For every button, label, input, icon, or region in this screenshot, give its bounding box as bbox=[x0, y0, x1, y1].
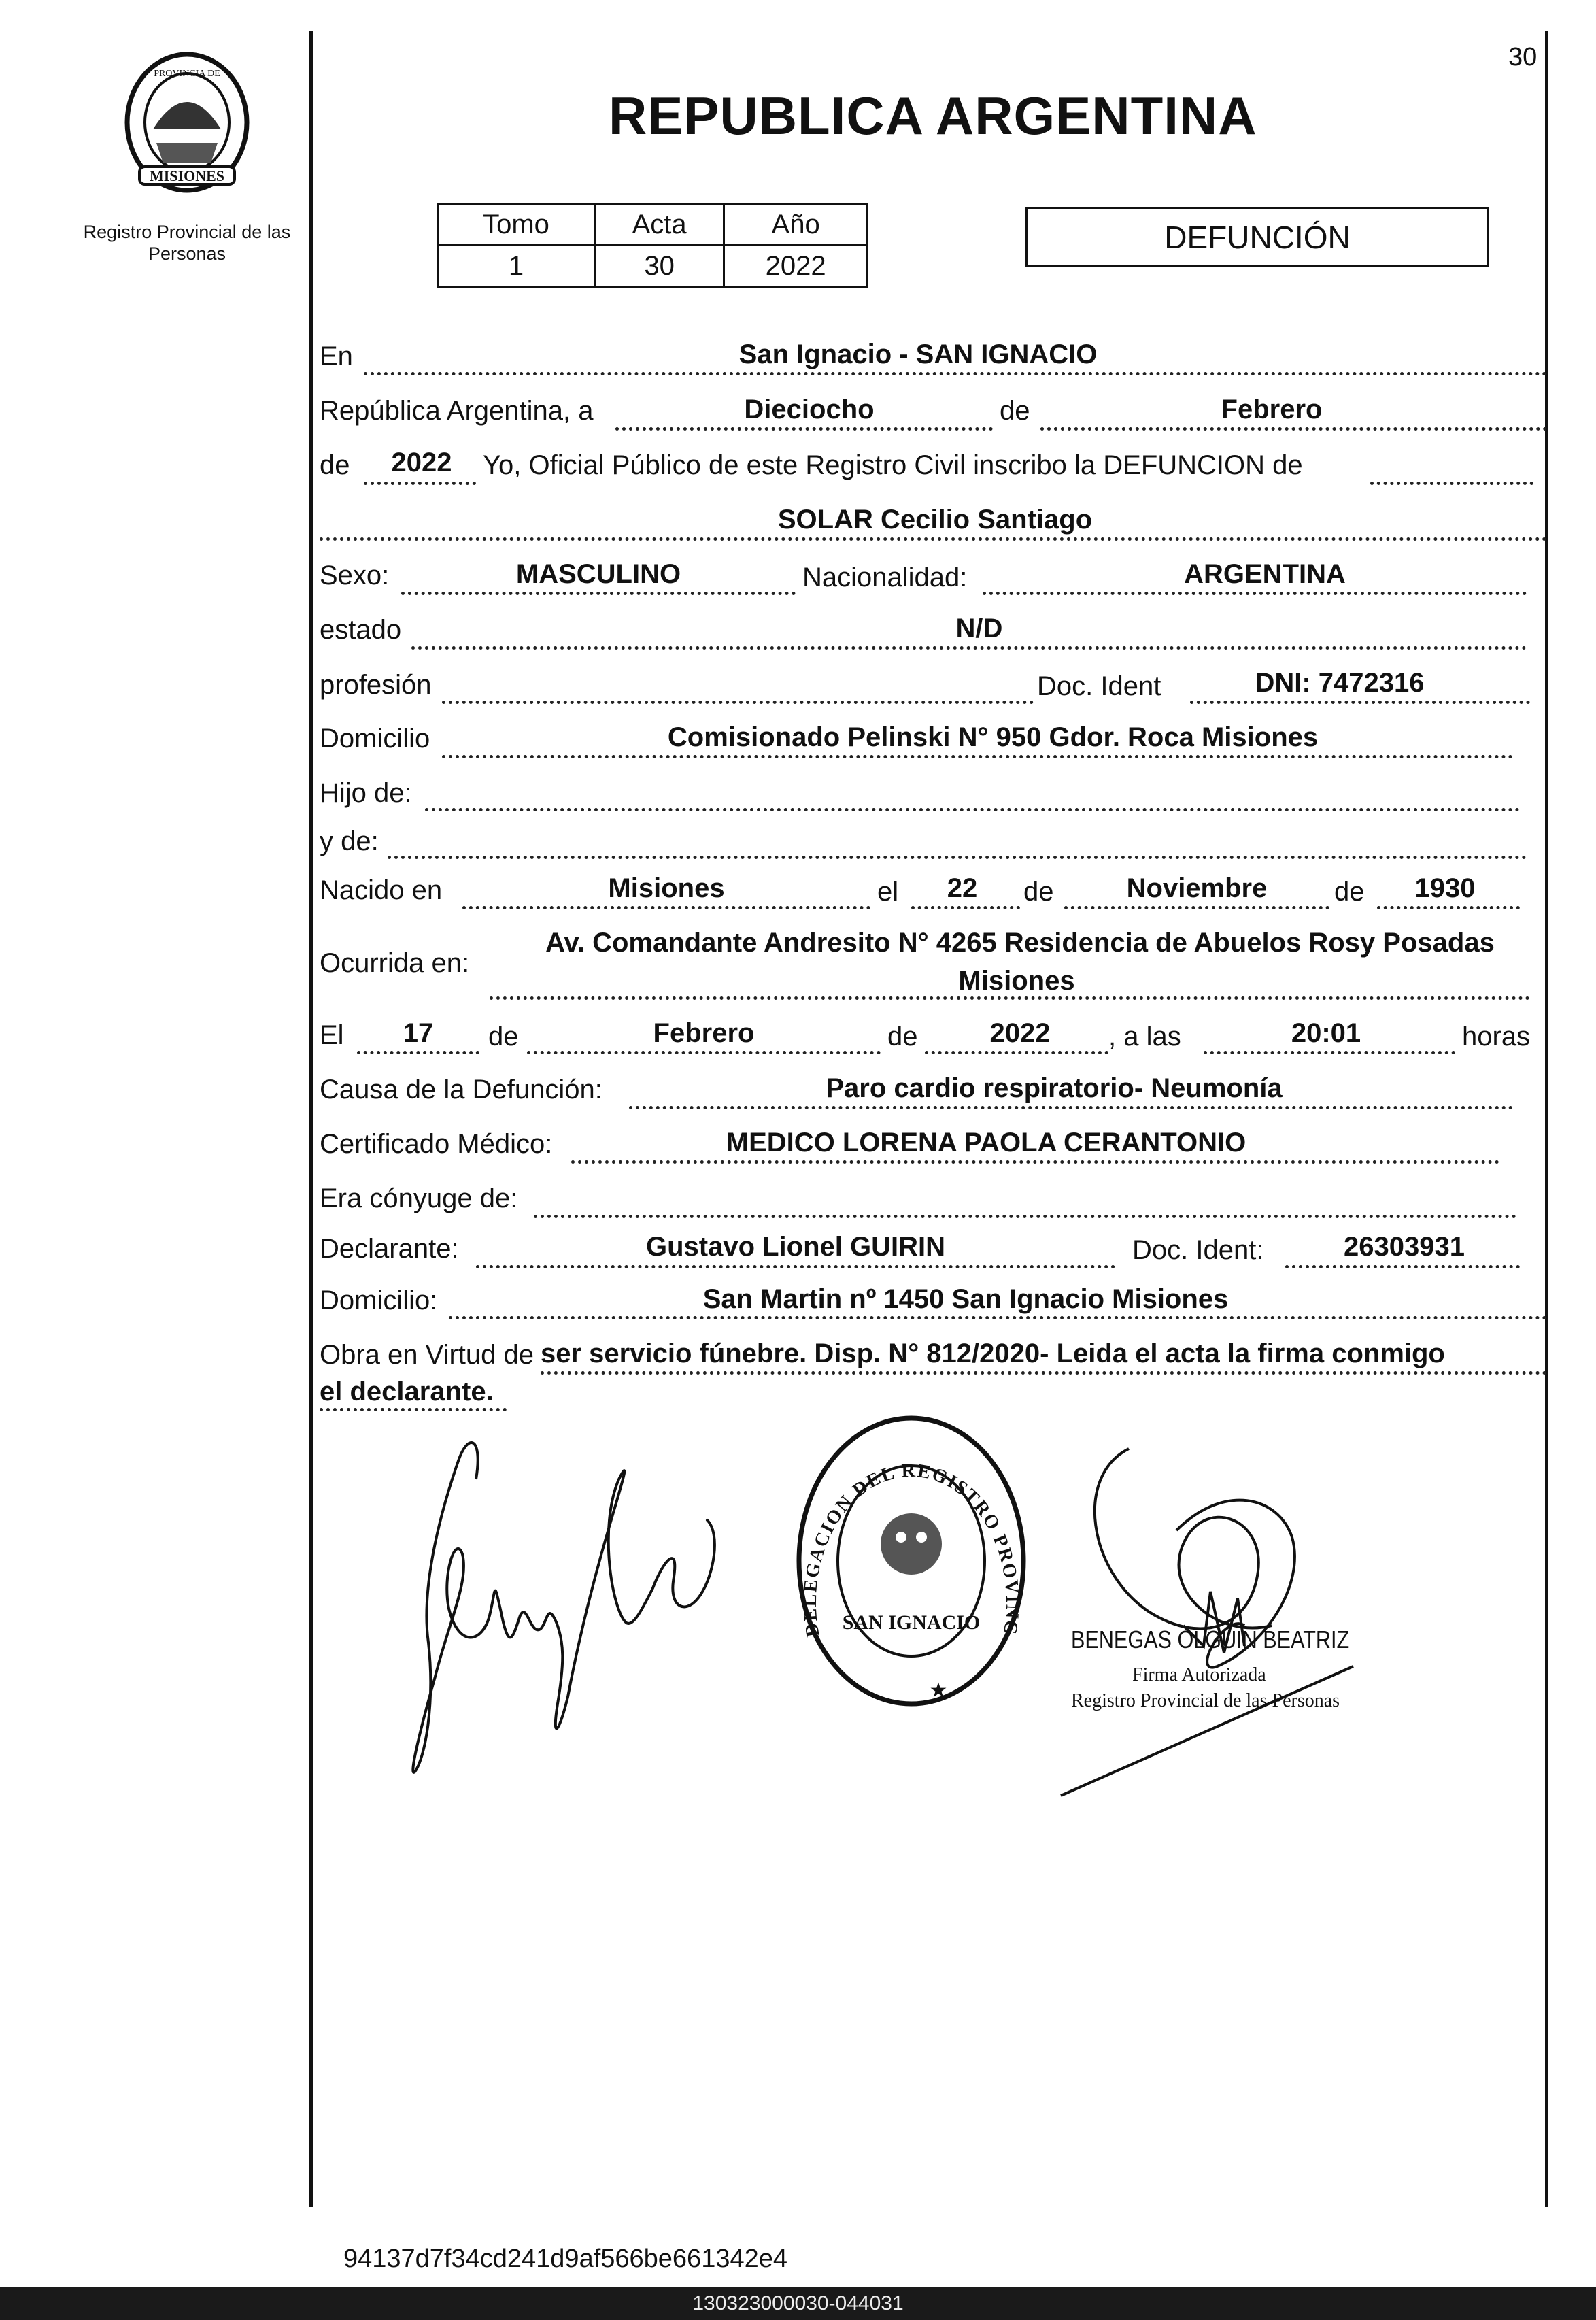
label-de-mes: de bbox=[1000, 396, 1030, 426]
dots-fallec-hora bbox=[1204, 1051, 1455, 1054]
label-domicilio-declarante: Domicilio: bbox=[320, 1285, 438, 1315]
label-domicilio: Domicilio bbox=[320, 724, 430, 754]
value-nacido-dia: 22 bbox=[947, 873, 978, 903]
value-sexo: MASCULINO bbox=[515, 559, 681, 589]
dots-y-de bbox=[388, 856, 1527, 859]
value-nacido-anio: 1930 bbox=[1414, 873, 1476, 903]
dots-dia bbox=[615, 427, 993, 431]
label-declarante: Declarante: bbox=[320, 1234, 459, 1264]
label-obra: Obra en Virtud de bbox=[320, 1340, 534, 1370]
dots-yo bbox=[1370, 482, 1533, 485]
act-type-box bbox=[1025, 207, 1489, 267]
dots-obra-2 bbox=[320, 1408, 507, 1411]
value-doc-ident: DNI: 7472316 bbox=[1255, 668, 1425, 698]
dots-nacionalidad bbox=[983, 592, 1527, 595]
dots-anio bbox=[364, 482, 476, 485]
label-de-fallec-mes: de bbox=[488, 1022, 519, 1052]
dots-obra-1 bbox=[541, 1371, 1547, 1375]
dots-certificado bbox=[571, 1160, 1499, 1164]
province-seal-logo bbox=[116, 48, 258, 197]
dots-conyuge bbox=[534, 1215, 1516, 1218]
label-republica: República Argentina, a bbox=[320, 396, 594, 426]
value-fallec-hora: 20:01 bbox=[1291, 1018, 1361, 1048]
value-fallec-mes: Febrero bbox=[653, 1018, 755, 1048]
record-header: Acta bbox=[594, 204, 724, 246]
dots-doc-ident bbox=[1190, 701, 1530, 704]
record-value-tomo: 1 bbox=[438, 246, 595, 287]
label-y-de: y de: bbox=[320, 826, 379, 856]
dots-domicilio-declarante bbox=[449, 1316, 1547, 1319]
value-anio: 2022 bbox=[391, 448, 452, 477]
label-certificado: Certificado Médico: bbox=[320, 1129, 553, 1159]
label-doc-ident-declarante: Doc. Ident: bbox=[1132, 1235, 1264, 1265]
dots-en bbox=[364, 372, 1547, 375]
label-nacido-en: Nacido en bbox=[320, 875, 443, 905]
dots-domicilio bbox=[442, 755, 1513, 758]
official-stamp bbox=[792, 1411, 1030, 1711]
page-number: 30 bbox=[1508, 43, 1538, 71]
record-table bbox=[437, 203, 868, 288]
label-doc-ident: Doc. Ident bbox=[1037, 671, 1161, 701]
value-obra-line2: el declarante. bbox=[320, 1377, 494, 1407]
label-yo-oficial: Yo, Oficial Público de este Registro Civil inscribo la DEFUNCION de bbox=[483, 450, 1303, 480]
value-nacido-mes: Noviembre bbox=[1126, 873, 1268, 903]
dots-ocurrida bbox=[490, 996, 1530, 1000]
dots-nacido-anio bbox=[1377, 906, 1520, 909]
value-ocurrida-line1: Av. Comandante Andresito N° 4265 Residencia de Abuelos Rosy Posadas bbox=[545, 928, 1495, 958]
label-en: En bbox=[320, 341, 353, 371]
value-domicilio-declarante: San Martin nº 1450 San Ignacio Misiones bbox=[702, 1284, 1229, 1314]
left-margin-rule bbox=[309, 31, 313, 2207]
record-value-acta: 30 bbox=[594, 246, 724, 287]
registry-name: Registro Provincial de las Personas bbox=[83, 222, 291, 264]
dots-causa bbox=[629, 1106, 1513, 1109]
label-de-nacido-mes: de bbox=[1023, 877, 1054, 907]
dots-nombre bbox=[320, 537, 1547, 541]
dots-nacido-dia bbox=[911, 906, 1020, 909]
dots-nacido-lugar bbox=[462, 906, 870, 909]
label-de-fallec-anio: de bbox=[887, 1022, 918, 1052]
dots-sexo bbox=[401, 592, 796, 595]
declarant-signature bbox=[394, 1418, 734, 1785]
label-causa: Causa de la Defunción: bbox=[320, 1075, 602, 1105]
value-certificado: MEDICO LORENA PAOLA CERANTONIO bbox=[726, 1128, 1246, 1158]
official-name: BENEGAS OLGUIN BEATRIZ bbox=[1071, 1626, 1350, 1653]
record-value-anio: 2022 bbox=[724, 246, 868, 287]
dots-fallec-mes bbox=[527, 1051, 881, 1054]
value-mes: Febrero bbox=[1221, 394, 1323, 424]
stamp-outer-text: DELEGACION DEL REGISTRO PROVINC bbox=[799, 1460, 1023, 1638]
act-type-label: DEFUNCIÓN bbox=[1164, 220, 1351, 255]
label-horas: horas bbox=[1462, 1022, 1531, 1052]
value-nombre: SOLAR Cecilio Santiago bbox=[777, 505, 1093, 535]
value-fallec-dia: 17 bbox=[403, 1018, 434, 1048]
value-obra-line1: ser servicio fúnebre. Disp. N° 812/2020- Leida el acta la firma conmigo bbox=[541, 1339, 1445, 1368]
label-ocurrida-en: Ocurrida en: bbox=[320, 948, 470, 978]
value-nacionalidad: ARGENTINA bbox=[1184, 559, 1346, 589]
value-declarante: Gustavo Lionel GUIRIN bbox=[645, 1232, 946, 1262]
label-de-anio: de bbox=[320, 450, 350, 480]
value-causa: Paro cardio respiratorio- Neumonía bbox=[826, 1073, 1283, 1103]
document-hash: 94137d7f34cd241d9af566be661342e4 bbox=[343, 2245, 787, 2273]
record-header: Tomo bbox=[438, 204, 595, 246]
right-margin-rule bbox=[1545, 31, 1548, 2207]
dots-declarante bbox=[476, 1265, 1115, 1268]
svg-text:MISIONES: MISIONES bbox=[149, 167, 225, 184]
record-header: Año bbox=[724, 204, 868, 246]
official-signature bbox=[1047, 1422, 1401, 1802]
footer-bar bbox=[0, 2287, 1596, 2320]
value-lugar: San Ignacio - SAN IGNACIO bbox=[738, 339, 1098, 369]
dots-estado bbox=[411, 646, 1527, 650]
dots-fallec-dia bbox=[357, 1051, 479, 1054]
svg-text:PROVINCIA DE: PROVINCIA DE bbox=[154, 69, 220, 79]
dots-hijo-de bbox=[425, 808, 1520, 811]
label-conyuge: Era cónyuge de: bbox=[320, 1183, 518, 1213]
country-title: REPUBLICA ARGENTINA bbox=[609, 86, 1257, 146]
label-a-las: , a las bbox=[1108, 1022, 1181, 1052]
label-de-nacido-anio: de bbox=[1334, 877, 1365, 907]
stamp-inner-text: SAN IGNACIO bbox=[842, 1611, 981, 1634]
label-profesion: profesión bbox=[320, 670, 432, 700]
barcode-number: 130323000030-044031 bbox=[692, 2291, 904, 2315]
official-office: Registro Provincial de las Personas bbox=[1071, 1690, 1340, 1711]
value-domicilio: Comisionado Pelinski N° 950 Gdor. Roca Misiones bbox=[667, 722, 1319, 752]
value-estado: N/D bbox=[955, 613, 1003, 643]
label-el: el bbox=[877, 877, 899, 907]
dots-profesion bbox=[442, 701, 1034, 704]
dots-declarante-doc bbox=[1285, 1265, 1520, 1268]
label-nacionalidad: Nacionalidad: bbox=[802, 562, 968, 592]
dots-mes bbox=[1040, 427, 1547, 431]
value-dia-letras: Dieciocho bbox=[744, 394, 875, 424]
value-fallec-anio: 2022 bbox=[989, 1018, 1051, 1048]
official-role: Firma Autorizada bbox=[1132, 1664, 1266, 1685]
value-nacido-lugar: Misiones bbox=[608, 873, 725, 903]
dots-nacido-mes bbox=[1064, 906, 1329, 909]
label-estado: estado bbox=[320, 615, 402, 645]
dots-fallec-anio bbox=[925, 1051, 1108, 1054]
svg-text:★: ★ bbox=[929, 1679, 948, 1702]
value-ocurrida-line2: Misiones bbox=[958, 966, 1075, 996]
value-declarante-doc: 26303931 bbox=[1344, 1232, 1465, 1262]
label-sexo: Sexo: bbox=[320, 560, 390, 590]
label-el-fecha: El bbox=[320, 1020, 344, 1050]
label-hijo-de: Hijo de: bbox=[320, 778, 412, 808]
